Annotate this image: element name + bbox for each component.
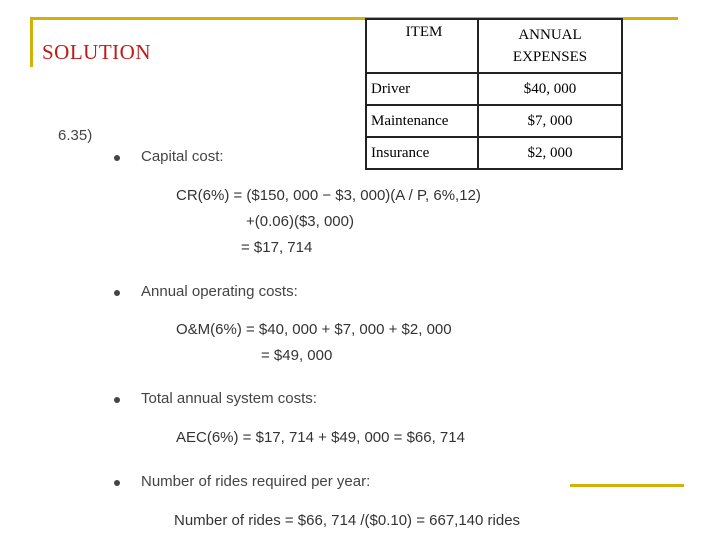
header-expenses: EXPENSES: [512, 49, 588, 65]
bullet-icon: [114, 290, 120, 296]
slide-title: SOLUTION: [42, 40, 151, 64]
accent-line-left: [30, 17, 33, 67]
accent-line-bottom-right: [570, 484, 684, 487]
row-item: Driver: [366, 73, 478, 105]
table-row: [366, 73, 622, 105]
header-annual-expenses: [478, 19, 622, 73]
bullet-icon: [114, 480, 120, 486]
header-annual: ANNUAL: [518, 27, 582, 43]
row-expense: $40, 000: [478, 73, 622, 105]
section-heading-total-costs: Total annual system costs:: [141, 390, 317, 407]
row-expense: $2, 000: [478, 137, 622, 169]
row-expense: $7, 000: [478, 105, 622, 137]
table-row: [366, 105, 622, 137]
row-item: Insurance: [366, 137, 478, 169]
equation-line: +(0.06)($3, 000): [246, 213, 354, 230]
bullet-icon: [114, 397, 120, 403]
section-heading-rides: Number of rides required per year:: [141, 473, 371, 490]
section-heading-capital-cost: Capital cost:: [141, 148, 224, 165]
row-item: Maintenance: [366, 105, 478, 137]
table-row: [366, 137, 622, 169]
problem-number: 6.35): [58, 127, 93, 144]
table-header-row: [366, 19, 622, 73]
equation-line: Number of rides = $66, 714 /($0.10) = 667,140 rides: [174, 512, 521, 529]
equation-line: = $17, 714: [241, 239, 313, 256]
equation-line: = $49, 000: [261, 347, 333, 364]
section-heading-operating-costs: Annual operating costs:: [141, 283, 298, 300]
equation-line: O&M(6%) = $40, 000 + $7, 000 + $2, 000: [176, 321, 452, 338]
expense-table: [365, 18, 623, 170]
header-item: ITEM: [366, 19, 478, 73]
bullet-icon: [114, 155, 120, 161]
equation-line: AEC(6%) = $17, 714 + $49, 000 = $66, 714: [176, 429, 465, 446]
equation-line: CR(6%) = ($150, 000 − $3, 000)(A / P, 6%,12): [176, 187, 481, 204]
